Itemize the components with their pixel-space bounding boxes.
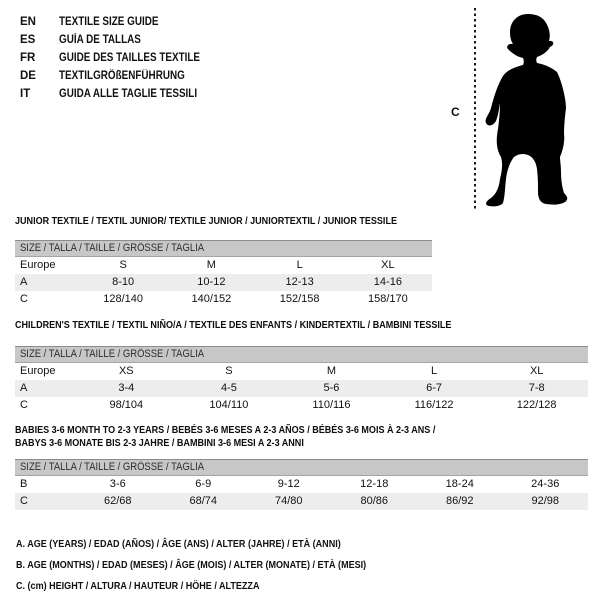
language-row — [20, 85, 223, 103]
table-cell: 6-9 — [195, 478, 212, 490]
table-cell: 18-24 — [445, 478, 474, 490]
table-cell: XL — [381, 259, 395, 271]
language-title: GUÍA DE TALLAS — [59, 34, 141, 46]
row-label: B — [20, 478, 28, 490]
table-cell: 3-4 — [118, 382, 135, 394]
language-title: GUIDA ALLE TAGLIE TESSILI — [59, 88, 198, 100]
table-title: BABIES 3-6 MONTH TO 2-3 YEARS / BEBÉS 3-6 MESES A 2-3 AÑOS / BÉBÉS 3-6 MOIS À 2-3 ANS / BABYS 3-6 MONATE BIS 2-3 JAHRE / BAMBINI 3-6 MESI A 2-3 ANNI — [15, 424, 436, 449]
junior-textile-table — [15, 215, 432, 308]
table-cell: 128/140 — [103, 293, 143, 305]
table-cell: L — [296, 259, 303, 271]
table-title: JUNIOR TEXTILE / TEXTIL JUNIOR/ TEXTILE JUNIOR / JUNIORTEXTIL / JUNIOR TESSILE — [15, 215, 397, 227]
table-cell: L — [431, 365, 438, 377]
footnote-height-cm: C. (cm) HEIGHT / ALTURA / HAUTEUR / HÖHE / ALTEZZA — [16, 580, 260, 592]
table-row — [15, 476, 588, 493]
table-row — [15, 397, 588, 414]
table-cell: 24-36 — [531, 478, 560, 490]
table-cell: 152/158 — [279, 293, 320, 305]
table-row — [15, 363, 588, 380]
table-cell: 8-10 — [112, 276, 135, 288]
size-header-bar: SIZE / TALLA / TAILLE / GRÖSSE / TAGLIA — [15, 459, 588, 476]
babies-textile-table — [15, 424, 588, 510]
language-title: TEXTILGRÖßENFÜHRUNG — [59, 70, 185, 82]
table-cell: S — [119, 259, 127, 271]
table-cell: XS — [118, 365, 134, 377]
row-label: C — [20, 495, 28, 507]
table-cell: 6-7 — [426, 382, 443, 394]
table-cell: 122/128 — [516, 399, 557, 411]
table-body — [15, 476, 588, 510]
footnote-age-years: A. AGE (YEARS) / EDAD (AÑOS) / ÂGE (ANS) / ALTER (JAHRE) / ETÀ (ANNI) — [16, 538, 341, 550]
table-cell: 86/92 — [445, 495, 474, 507]
row-label: C — [20, 293, 28, 305]
table-cell: 9-12 — [277, 478, 300, 490]
table-title: CHILDREN'S TEXTILE / TEXTIL NIÑO/A / TEXTILE DES ENFANTS / KINDERTEXTIL / BAMBINI TESSILE — [15, 319, 452, 331]
height-measure-label: C — [451, 105, 460, 119]
row-label: A — [20, 276, 28, 288]
table-cell: 3-6 — [109, 478, 126, 490]
language-row — [20, 31, 223, 49]
language-title-list — [20, 13, 223, 103]
table-cell: 110/116 — [312, 399, 351, 411]
table-row — [15, 493, 588, 510]
language-code: EN — [20, 16, 36, 28]
row-label: Europe — [20, 365, 56, 377]
table-cell: 5-6 — [323, 382, 340, 394]
language-code: DE — [20, 70, 36, 82]
table-cell: 12-18 — [360, 478, 389, 490]
row-label: C — [20, 399, 28, 411]
table-row — [15, 257, 432, 274]
table-cell: S — [225, 365, 233, 377]
table-cell: M — [206, 259, 216, 271]
language-code: IT — [20, 88, 31, 100]
toddler-silhouette-icon — [480, 7, 574, 207]
row-label: A — [20, 382, 28, 394]
language-code: ES — [20, 34, 36, 46]
row-label: Europe — [20, 259, 56, 271]
legend-footnotes — [16, 534, 423, 597]
table-cell: 62/68 — [103, 495, 132, 507]
table-cell: M — [326, 365, 337, 377]
language-row — [20, 67, 223, 85]
footnote-age-months: B. AGE (MONTHS) / EDAD (MESES) / ÂGE (MOIS) / ALTER (MONATE) / ETÀ (MESI) — [16, 559, 367, 571]
table-cell: 104/110 — [209, 399, 249, 411]
table-cell: 4-5 — [220, 382, 237, 394]
table-cell: 98/104 — [109, 399, 144, 411]
table-cell: 158/170 — [367, 293, 408, 305]
children-textile-table — [15, 319, 588, 414]
table-body — [15, 257, 432, 308]
size-header-bar: SIZE / TALLA / TAILLE / GRÖSSE / TAGLIA — [15, 346, 588, 363]
table-cell: 116/122 — [414, 399, 454, 411]
language-title: TEXTILE SIZE GUIDE — [59, 16, 159, 28]
table-cell: 10-12 — [197, 276, 226, 288]
table-cell: XL — [529, 365, 544, 377]
table-cell: 80/86 — [360, 495, 389, 507]
table-cell: 12-13 — [285, 276, 314, 288]
table-cell: 68/74 — [189, 495, 218, 507]
size-header-bar: SIZE / TALLA / TAILLE / GRÖSSE / TAGLIA — [15, 240, 432, 257]
table-row — [15, 380, 588, 397]
table-cell: 140/152 — [191, 293, 232, 305]
height-measure-dashed-line — [474, 8, 476, 211]
language-title: GUIDE DES TAILLES TEXTILE — [59, 52, 201, 64]
language-code: FR — [20, 52, 36, 64]
table-cell: 74/80 — [274, 495, 303, 507]
table-row — [15, 291, 432, 308]
table-row — [15, 274, 432, 291]
table-cell: 14-16 — [373, 276, 402, 288]
table-cell: 92/98 — [531, 495, 560, 507]
table-cell: 7-8 — [528, 382, 545, 394]
table-body — [15, 363, 588, 414]
language-row — [20, 13, 223, 31]
language-row — [20, 49, 223, 67]
